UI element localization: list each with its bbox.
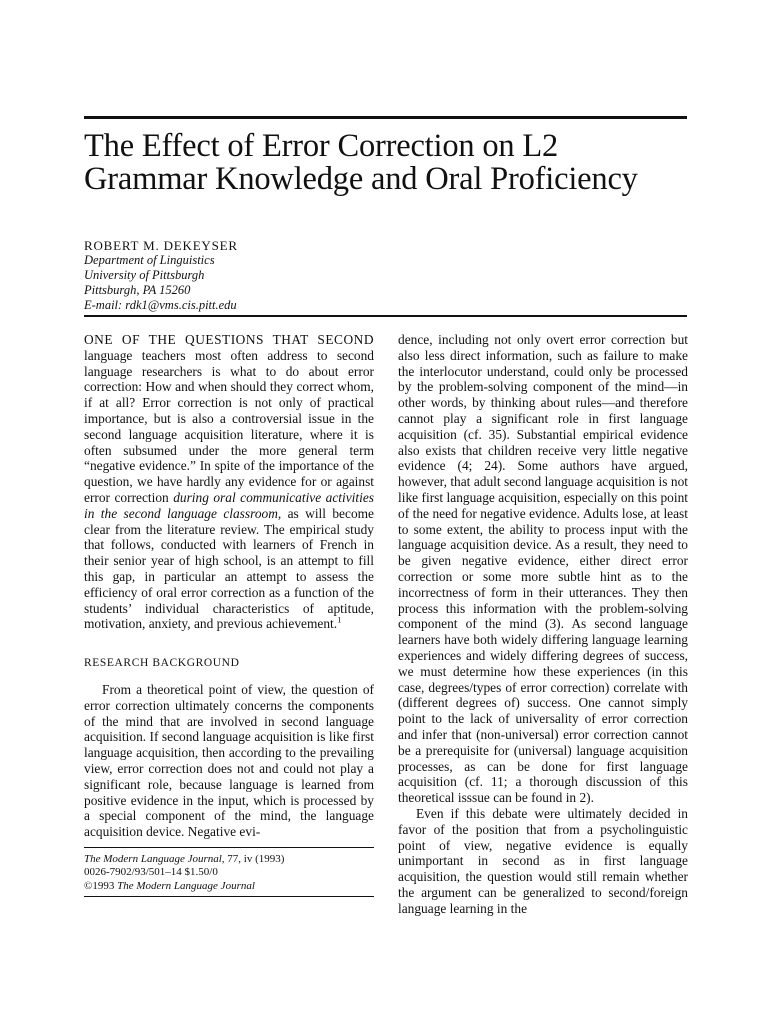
affiliation-city: Pittsburgh, PA 15260	[84, 283, 191, 297]
footer-code: 0026-7902/93/501–14 $1.50/0	[84, 866, 218, 879]
footer-journal-name: The Modern Language Journal,	[84, 853, 225, 865]
section-heading-research-background: RESEARCH BACKGROUND	[84, 657, 240, 670]
intro-text-1: language teachers most often address to second language researchers is what to do about error correction: How and when should they correct whom, if at all? Error correction is not only of practical importance, but is also a controversial issue in the second language acquisition literature, where it is often subsumed under the more general term “negative evidence.” In spite of the importance of the question, we have hardly any evidence for or against error correction	[84, 347, 374, 505]
footer-journal-issue: 77, iv (1993)	[224, 853, 285, 865]
footer-top-rule	[84, 847, 374, 848]
intro-paragraph	[84, 332, 374, 632]
header-bottom-rule	[84, 315, 687, 317]
journal-footer	[84, 853, 374, 893]
author-name: ROBERT M. DEKEYSER	[84, 238, 238, 253]
affiliation-email: E-mail: rdk1@vms.cis.pitt.edu	[84, 298, 237, 312]
intro-text-italic: during oral communicative activities in the second language classroom,	[84, 489, 374, 521]
footnote-marker: 1	[337, 614, 342, 625]
footer-copyright-line	[84, 880, 374, 893]
right-column	[398, 332, 688, 916]
intro-text-2: as will become clear from the literature review. The empirical study that follows, conducted with learners of French in their senior year of high school, is an attempt to fill this gap, in particular an attempt to assess the efficiency of oral error correction as a function of the students’ individual characteristics of aptitude, motivation, anxiety, and previous achievement.	[84, 505, 375, 632]
footer-journal-line	[84, 853, 374, 866]
affiliation-university: University of Pittsburgh	[84, 268, 205, 282]
left-column	[84, 332, 374, 840]
footer-copyright-journal: The Modern Language Journal	[117, 879, 255, 892]
right-paragraph-2: Even if this debate were ultimately decided in favor of the position that from a psycholinguistic point of view, negative evidence is equally unimportant in second as in first language acquisition, the question would still remain whether the argument can be generalized to second/foreign language learning in the	[398, 805, 688, 916]
title-top-rule	[84, 116, 687, 119]
footer-copyright-prefix: ©1993	[84, 879, 118, 892]
intro-lead-caps: ONE OF THE QUESTIONS THAT SECOND	[84, 332, 374, 347]
footer-bottom-rule	[84, 896, 374, 897]
article-title: The Effect of Error Correction on L2 Grammar Knowledge and Oral Proficiency	[84, 128, 638, 197]
author-affiliation	[84, 253, 237, 313]
affiliation-department: Department of Linguistics	[84, 253, 215, 267]
background-paragraph: From a theoretical point of view, the question of error correction ultimately concerns the components of the mind that are involved in second language acquisition. If second language acquisition is like first language acquisition, then according to the prevailing view, error correction does not and could not play a significant role, because language is learned from positive evidence in the input, which is processed by a special component of the mind, the language acquisition device. Negative evi-	[84, 681, 374, 840]
right-paragraph-1: dence, including not only overt error correction but also less direct information, such as failure to make the interlocutor understand, could only be processed by the problem-solving component of the mind—in other words, by thinking about rules—and therefore cannot play a significant role in first language acquisition (cf. 35). Substantial empirical evidence also exists that children receive very little negative evidence (4; 24). Some authors have argued, however, that adult second language acquisition is not like first language acquisition, especially on this point of the need for negative evidence. Adults lose, at least to some extent, the ability to process input with the language acquisition device. As a result, they need to be given negative evidence, either direct error correction or some more subtle hint as to the incorrectness of form in their utterances. They then process this information with the problem-solving component of the mind (3). As second language learners have both widely differing language learning experiences and widely differing degrees of success, we must determine how these experiences (in this case, degrees/types of error correction) correlate with (different degrees of) success. One cannot simply point to the lack of universality of error correction and infer that (non-universal) error correction cannot be a prerequisite for (universal) language acquisition processes, as can be done for first language acquisition (cf. 11; a thorough discussion of this theoretical isssue can be found in 2).	[398, 332, 688, 806]
